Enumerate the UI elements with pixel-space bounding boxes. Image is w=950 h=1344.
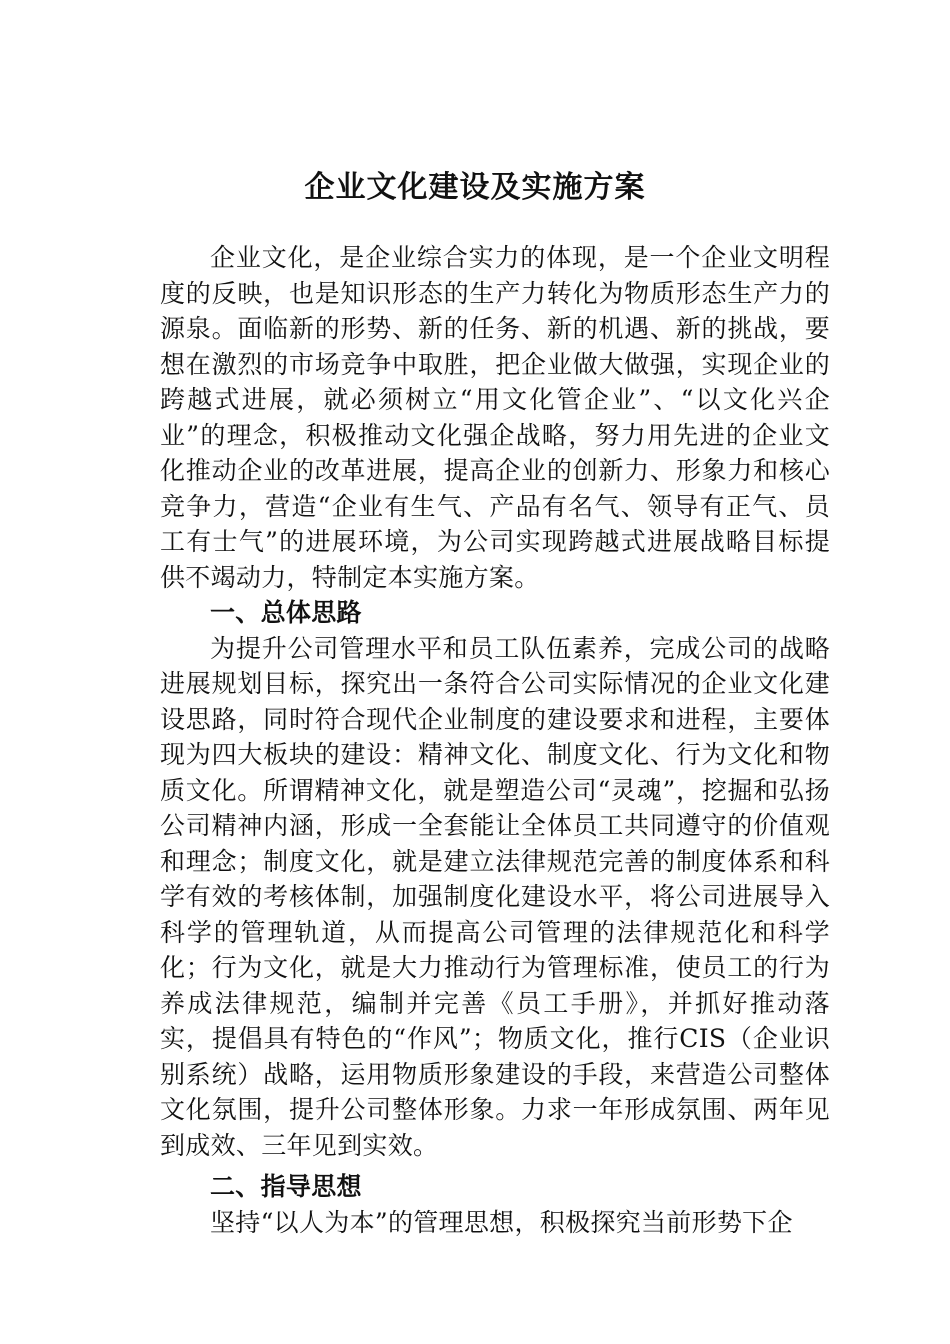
intro-paragraph: 企业文化，是企业综合实力的体现，是一个企业文明程度的反映，也是知识形态的生产力转化为物质形态生产力的源泉。面临新的形势、新的任务、新的机遇、新的挑战，要想在激烈的市场竞争中取胜，把企业做大做强，实现企业的跨越式进展，就必须树立“用文化管企业”、“以文化兴企业”的理念，积极推动文化强企战略，努力用先进的企业文化推动企业的改革进展，提高企业的创新力、形象力和核心竞争力，营造“企业有生气、产品有名气、领导有正气、员工有士气”的进展环境，为公司实现跨越式进展战略目标提供不竭动力，特制定本实施方案。 — [160, 243, 830, 592]
document-body — [160, 240, 830, 1240]
section-paragraph-guiding-ideology: 坚持“以人为本”的管理思想，积极探究当前形势下企 — [210, 1207, 793, 1237]
section-heading-guiding-ideology: 二、指导思想 — [210, 1172, 362, 1201]
section-heading-overall-approach: 一、总体思路 — [210, 598, 362, 627]
document-title: 企业文化建设及实施方案 — [304, 170, 646, 205]
section-paragraph-overall-approach: 为提升公司管理水平和员工队伍素养，完成公司的战略进展规划目标，探究出一条符合公司实际情况的企业文化建设思路，同时符合现代企业制度的建设要求和进程，主要体现为四大板块的建设：精神文化、制度文化、行为文化和物质文化。所谓精神文化，就是塑造公司“灵魂”，挖掘和弘扬公司精神内涵，形成一全套能让全体员工共同遵守的价值观和理念；制度文化，就是建立法律规范完善的制度体系和科学有效的考核体制，加强制度化建设水平，将公司进展导入科学的管理轨道，从而提高公司管理的法律规范化和科学化；行为文化，就是大力推动行为管理标准，使员工的行为养成法律规范，编制并完善《员工手册》，并抓好推动落实，提倡具有特色的“作风”；物质文化，推行CIS（企业识别系统）战略，运用物质形象建设的手段，来营造公司整体文化氛围，提升公司整体形象。力求一年形成氛围、两年见到成效、三年见到实效。 — [160, 633, 830, 1160]
